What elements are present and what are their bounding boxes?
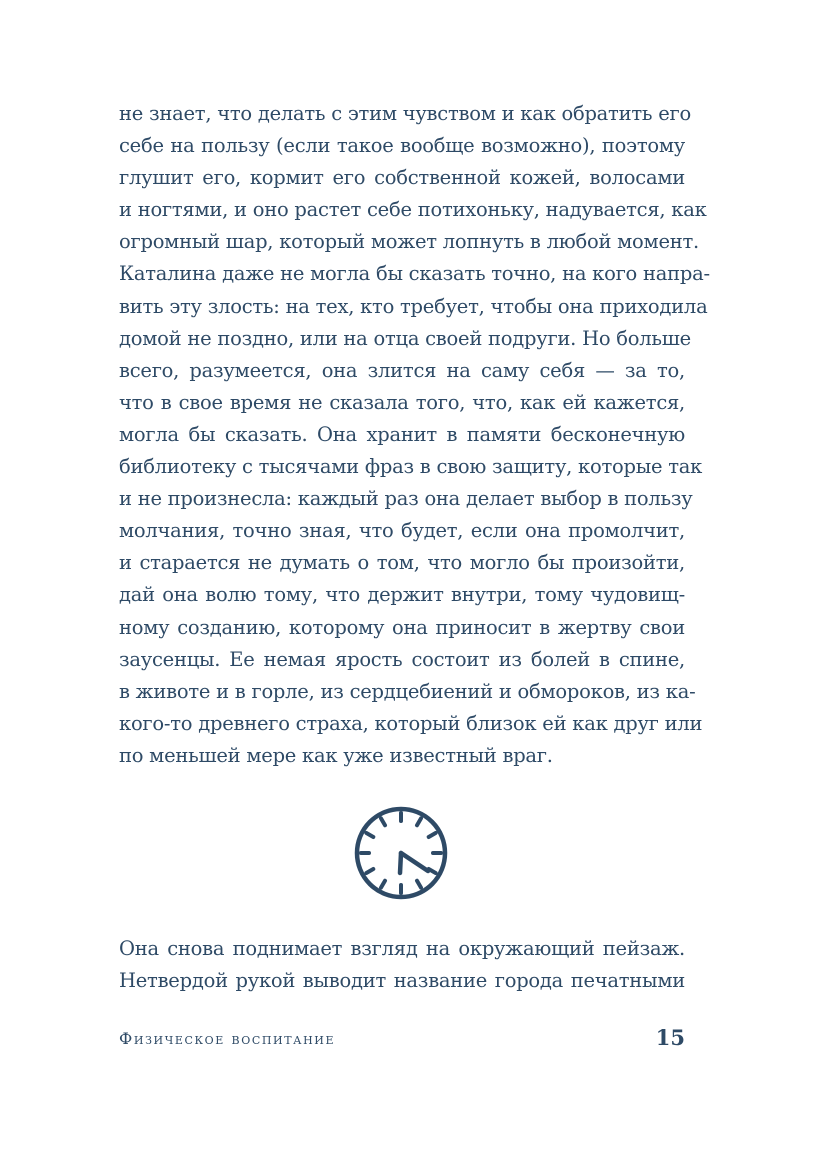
text-line: глушит его, кормит его собственной кожей, волосами	[119, 166, 685, 190]
text-line: молчания, точно зная, что будет, если она промолчит,	[119, 519, 685, 543]
text-line: что в свое время не сказала того, что, как ей кажется,	[119, 390, 685, 414]
text-line: Нетвердой рукой выводит название города печатными	[119, 969, 685, 993]
running-footer-title: Физическое воспитание	[119, 1029, 336, 1048]
clock-icon	[352, 804, 450, 902]
text-line: не знает, что делать с этим чувством и как обратить его	[119, 102, 691, 125]
page-number: 15	[655, 1025, 685, 1050]
text-line: дай она волю тому, что держит внутри, тому чудовищ-	[119, 583, 685, 607]
text-line: по меньшей мере как уже известный враг.	[119, 743, 553, 767]
paragraph-2	[119, 933, 685, 997]
text-line: кого-то древнего страха, который близок ей как друг или	[119, 711, 703, 735]
text-line: ному созданию, которому она приносит в жертву свои	[119, 615, 685, 639]
text-line: и ногтями, и оно растет себе потихоньку, надувается, как	[119, 198, 707, 222]
text-line: заусенцы. Ее немая ярость состоит из болей в спине,	[119, 647, 685, 671]
text-line: домой не поздно, или на отца своей подруги. Но больше	[119, 326, 691, 350]
paragraph-1	[119, 98, 710, 772]
text-line: могла бы сказать. Она хранит в памяти бесконечную	[119, 422, 685, 446]
text-line: огромный шар, который может лопнуть в любой момент.	[119, 230, 699, 254]
text-line: всего, разумеется, она злится на саму себя — за то,	[119, 358, 685, 382]
text-line: Каталина даже не могла бы сказать точно, на кого напра-	[119, 262, 710, 286]
text-line: себе на пользу (если такое вообще возможно), поэтому	[119, 134, 685, 158]
text-line: и не произнесла: каждый раз она делает выбор в пользу	[119, 487, 693, 511]
text-line: Она снова поднимает взгляд на окружающий пейзаж.	[119, 937, 685, 960]
text-line: вить эту злость: на тех, кто требует, чтобы она приходила	[119, 294, 708, 318]
text-line: библиотеку с тысячами фраз в свою защиту, которые так	[119, 455, 703, 479]
text-line: в животе и в горле, из сердцебиений и обмороков, из ка-	[119, 679, 696, 703]
text-line: и старается не думать о том, что могло бы произойти,	[119, 551, 685, 575]
